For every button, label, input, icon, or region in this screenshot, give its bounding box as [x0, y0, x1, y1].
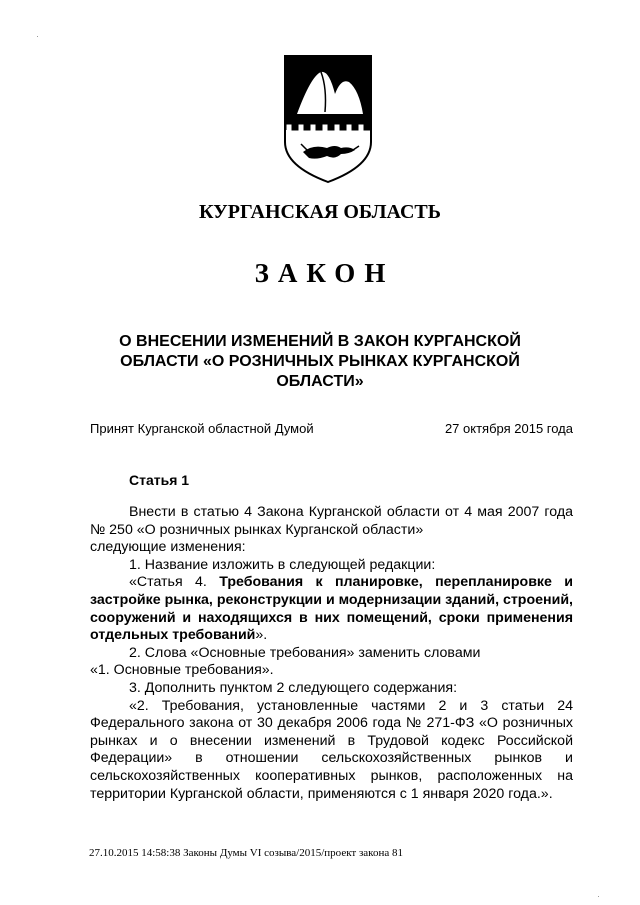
- item-1-quote-bold: Требования к планировке, перепланировке и застройке рынка, реконструкции и модернизации зданий, строений, сооружений и находящихся в них помещений, сроки применения отдельных требований: [90, 574, 573, 644]
- law-title-line: ОБЛАСТИ «О РОЗНИЧНЫХ РЫНКАХ КУРГАНСКОЙ: [120, 353, 520, 370]
- adopted-by: Принят Курганской областной Думой: [90, 421, 314, 436]
- law-title: [110, 332, 530, 392]
- coat-of-arms-icon: [283, 54, 373, 184]
- item-1-quote-start: «Статья 4.: [129, 574, 220, 591]
- scan-speck: [598, 896, 599, 897]
- scan-speck: [37, 36, 38, 37]
- adoption-row: [90, 421, 573, 436]
- article-intro: Внести в статью 4 Закона Курганской области от 4 мая 2007 года № 250 «О розничных рынках Курганской области»: [90, 504, 573, 538]
- law-title-line: О ВНЕСЕНИИ ИЗМЕНЕНИЙ В ЗАКОН КУРГАНСКОЙ: [119, 333, 521, 350]
- item-3: 3. Дополнить пунктом 2 следующего содержания:: [129, 679, 458, 696]
- region-name: КУРГАНСКАЯ ОБЛАСТЬ: [198, 201, 441, 223]
- item-1-quote: [90, 574, 573, 644]
- article-heading: Статья 1: [129, 472, 190, 488]
- item-3-quote: «2. Требования, установленные частями 2 и 3 статьи 24 Федерального закона от 30 декабря 2006 года № 271-ФЗ «О розничных рынках и о внесении изменений в Трудовой кодекс Российской Федерации» в отношении сельскохозяйственных рынков и сельскохозяйственных кооперативных рынков, расположенных на территории Курганской области, применяются с 1 января 2020 года.».: [90, 697, 573, 802]
- document-type: ЗАКОН: [254, 258, 395, 288]
- article-intro-cont: следующие изменения:: [90, 539, 246, 556]
- item-1-quote-end: ».: [255, 627, 268, 644]
- article-body: [90, 504, 573, 803]
- item-2-cont: «1. Основные требования».: [90, 662, 274, 679]
- item-1: 1. Название изложить в следующей редакции:: [129, 556, 436, 573]
- adoption-date: 27 октября 2015 года: [444, 421, 573, 436]
- footer-stamp: 27.10.2015 14:58:38 Законы Думы VI созыва/2015/проект закона 81: [89, 847, 403, 859]
- item-2: 2. Слова «Основные требования» заменить словами: [129, 644, 481, 661]
- law-title-line: ОБЛАСТИ»: [276, 373, 364, 390]
